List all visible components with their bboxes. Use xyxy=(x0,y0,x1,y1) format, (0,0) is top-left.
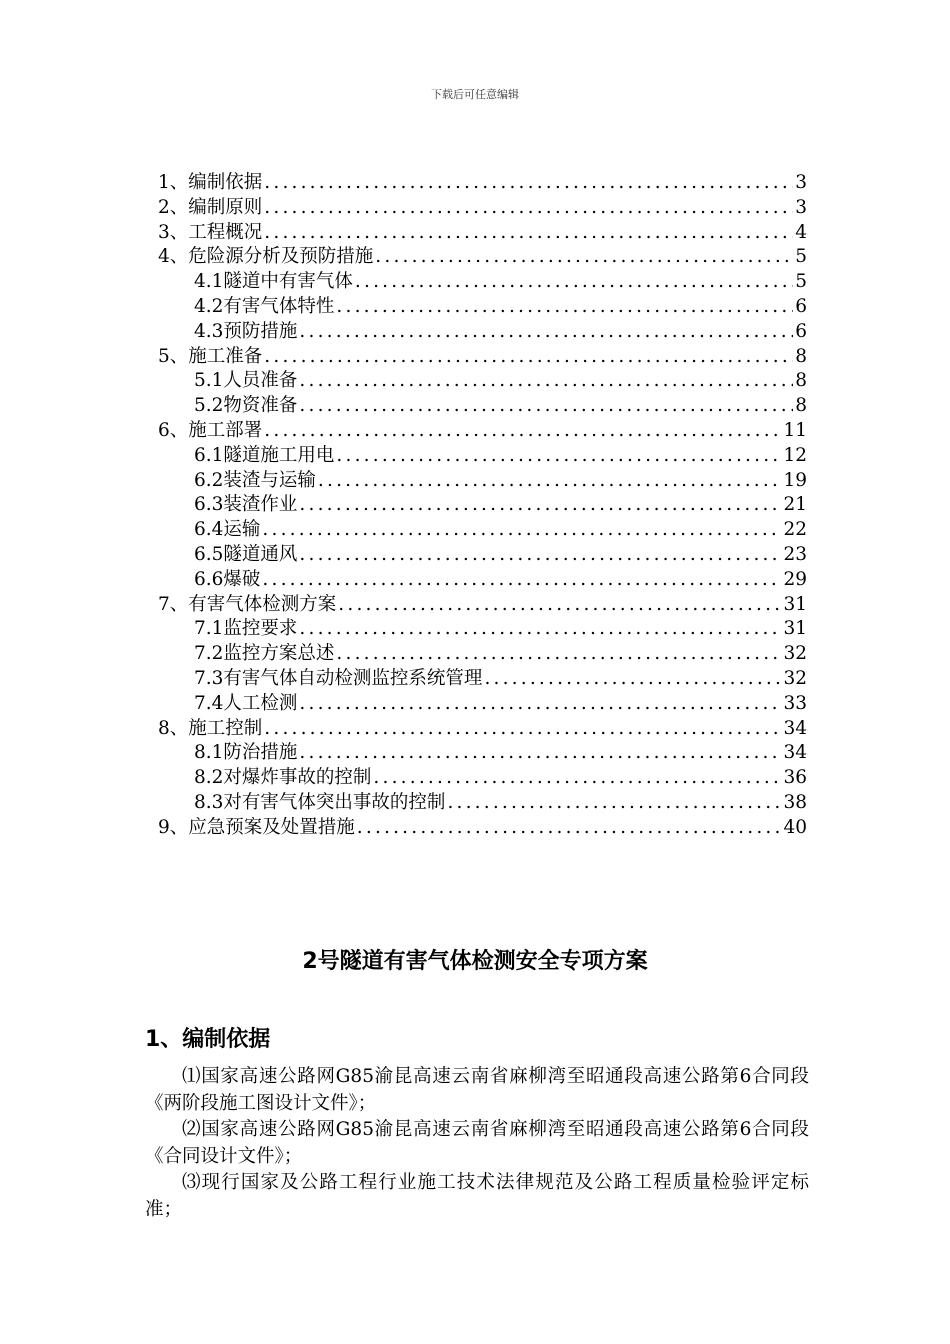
toc-entry xyxy=(158,320,807,345)
toc-entry-label: 6.2装渣与运输 xyxy=(194,469,316,491)
toc-entry xyxy=(158,270,807,295)
toc-entry xyxy=(158,717,807,742)
toc-entry-page: 40 xyxy=(783,816,807,838)
toc-entry-label: 6.3装渣作业 xyxy=(194,494,298,516)
toc-entry-page: 8 xyxy=(795,370,807,392)
toc-entry xyxy=(158,593,807,618)
section-heading: 1、编制依据 xyxy=(145,1027,271,1052)
toc-entry xyxy=(158,345,807,370)
toc-entry-label: 8.1防治措施 xyxy=(194,742,298,764)
toc-leader-dots xyxy=(264,221,793,246)
toc-leader-dots xyxy=(447,791,781,816)
toc-leader-dots xyxy=(264,171,793,196)
toc-entry xyxy=(158,171,807,196)
toc-leader-dots xyxy=(375,245,793,270)
paragraph: ⑵国家高速公路网G85渝昆高速云南省麻柳湾至昭通段高速公路第6合同段《合同设计文件》； xyxy=(145,1119,809,1167)
toc-entry-label: 4.1隧道中有害气体 xyxy=(194,271,353,293)
toc-entry-label: 7、有害气体检测方案 xyxy=(158,593,337,615)
toc-entry-page: 38 xyxy=(783,791,807,813)
toc-entry-page: 29 xyxy=(783,568,807,590)
toc-entry-page: 3 xyxy=(795,172,807,193)
toc-entry xyxy=(158,791,807,816)
toc-leader-dots xyxy=(264,717,781,742)
toc-entry-label: 6.6爆破 xyxy=(194,568,261,590)
toc-entry xyxy=(158,816,807,841)
paragraph: ⑴国家高速公路网G85渝昆高速云南省麻柳湾至昭通段高速公路第6合同段《两阶段施工图设计文件》； xyxy=(145,1066,809,1114)
toc-entry-page: 3 xyxy=(795,196,807,218)
toc-entry xyxy=(158,196,807,221)
page-header-note: 下载后可任意编辑 xyxy=(431,88,519,101)
section-body xyxy=(145,1064,809,1223)
toc-entry-label: 7.2监控方案总述 xyxy=(194,643,335,665)
toc-entry xyxy=(158,543,807,568)
toc-entry-label: 4、危险源分析及预防措施 xyxy=(158,246,374,268)
toc-entry-label: 5.1人员准备 xyxy=(194,370,298,392)
toc-entry-label: 8.3对有害气体突出事故的控制 xyxy=(194,791,446,813)
toc-entry-page: 34 xyxy=(783,742,807,764)
toc-entry xyxy=(158,493,807,518)
toc-entry-label: 6、施工部署 xyxy=(158,419,263,441)
toc-leader-dots xyxy=(262,568,781,593)
toc-entry-page: 32 xyxy=(783,643,807,665)
toc-entry-label: 4.2有害气体特性 xyxy=(194,295,335,317)
toc-entry-page: 31 xyxy=(783,618,807,640)
toc-leader-dots xyxy=(373,766,781,791)
toc-leader-dots xyxy=(299,617,781,642)
toc-leader-dots xyxy=(299,320,793,345)
toc-entry xyxy=(158,469,807,494)
table-of-contents xyxy=(158,171,807,841)
toc-entry-label: 8、施工控制 xyxy=(158,717,263,739)
toc-leader-dots xyxy=(484,667,781,692)
toc-entry xyxy=(158,419,807,444)
toc-entry xyxy=(158,221,807,246)
document-title: 2号隧道有害气体检测安全专项方案 xyxy=(302,949,648,974)
toc-leader-dots xyxy=(336,444,781,469)
toc-entry xyxy=(158,245,807,270)
toc-leader-dots xyxy=(264,196,793,221)
toc-entry-page: 19 xyxy=(783,469,807,491)
toc-entry-page: 33 xyxy=(783,692,807,714)
toc-leader-dots xyxy=(299,394,793,419)
toc-entry-label: 4.3预防措施 xyxy=(194,320,298,342)
toc-leader-dots xyxy=(299,493,781,518)
toc-leader-dots xyxy=(336,642,781,667)
toc-entry-page: 32 xyxy=(783,667,807,689)
toc-entry-label: 5.2物资准备 xyxy=(194,395,298,417)
toc-entry-label: 8.2对爆炸事故的控制 xyxy=(194,767,372,789)
toc-entry xyxy=(158,692,807,717)
toc-entry-page: 11 xyxy=(783,419,807,441)
toc-entry-label: 5、施工准备 xyxy=(158,345,263,367)
toc-leader-dots xyxy=(262,518,781,543)
toc-leader-dots xyxy=(336,295,793,320)
toc-entry-page: 5 xyxy=(795,271,807,293)
toc-entry-label: 9、应急预案及处置措施 xyxy=(158,816,355,838)
toc-entry xyxy=(158,667,807,692)
toc-entry xyxy=(158,518,807,543)
toc-entry xyxy=(158,741,807,766)
toc-entry-page: 6 xyxy=(795,295,807,317)
toc-entry-page: 21 xyxy=(783,494,807,516)
toc-entry-label: 1、编制依据 xyxy=(158,172,263,193)
toc-entry xyxy=(158,568,807,593)
toc-entry xyxy=(158,617,807,642)
toc-entry xyxy=(158,369,807,394)
toc-leader-dots xyxy=(357,816,782,841)
toc-leader-dots xyxy=(299,692,781,717)
toc-entry-page: 6 xyxy=(795,320,807,342)
toc-entry-page: 23 xyxy=(783,543,807,565)
toc-leader-dots xyxy=(338,593,781,618)
toc-entry-label: 6.4运输 xyxy=(194,519,261,541)
toc-entry-page: 34 xyxy=(783,717,807,739)
toc-entry-label: 6.1隧道施工用电 xyxy=(194,444,335,466)
toc-entry-page: 12 xyxy=(783,444,807,466)
toc-leader-dots xyxy=(264,419,781,444)
toc-entry xyxy=(158,642,807,667)
toc-entry xyxy=(158,444,807,469)
toc-entry-page: 22 xyxy=(783,519,807,541)
toc-entry-label: 2、编制原则 xyxy=(158,196,263,218)
toc-entry-label: 7.3有害气体自动检测监控系统管理 xyxy=(194,667,483,689)
toc-leader-dots xyxy=(299,543,781,568)
toc-entry-label: 3、工程概况 xyxy=(158,221,263,243)
toc-entry-label: 6.5隧道通风 xyxy=(194,543,298,565)
toc-entry-page: 5 xyxy=(795,246,807,268)
toc-leader-dots xyxy=(299,369,793,394)
toc-entry-page: 8 xyxy=(795,345,807,367)
toc-leader-dots xyxy=(318,469,782,494)
paragraph: ⑶现行国家及公路工程行业施工技术法律规范及公路工程质量检验评定标准； xyxy=(145,1172,809,1220)
toc-entry-page: 36 xyxy=(783,767,807,789)
toc-entry-label: 7.1监控要求 xyxy=(194,618,298,640)
toc-entry-page: 31 xyxy=(783,593,807,615)
toc-leader-dots xyxy=(355,270,793,295)
toc-leader-dots xyxy=(299,741,781,766)
toc-entry-label: 7.4人工检测 xyxy=(194,692,298,714)
toc-entry xyxy=(158,295,807,320)
toc-entry xyxy=(158,766,807,791)
toc-entry-page: 8 xyxy=(795,395,807,417)
toc-entry-page: 4 xyxy=(795,221,807,243)
toc-entry xyxy=(158,394,807,419)
toc-leader-dots xyxy=(264,345,793,370)
